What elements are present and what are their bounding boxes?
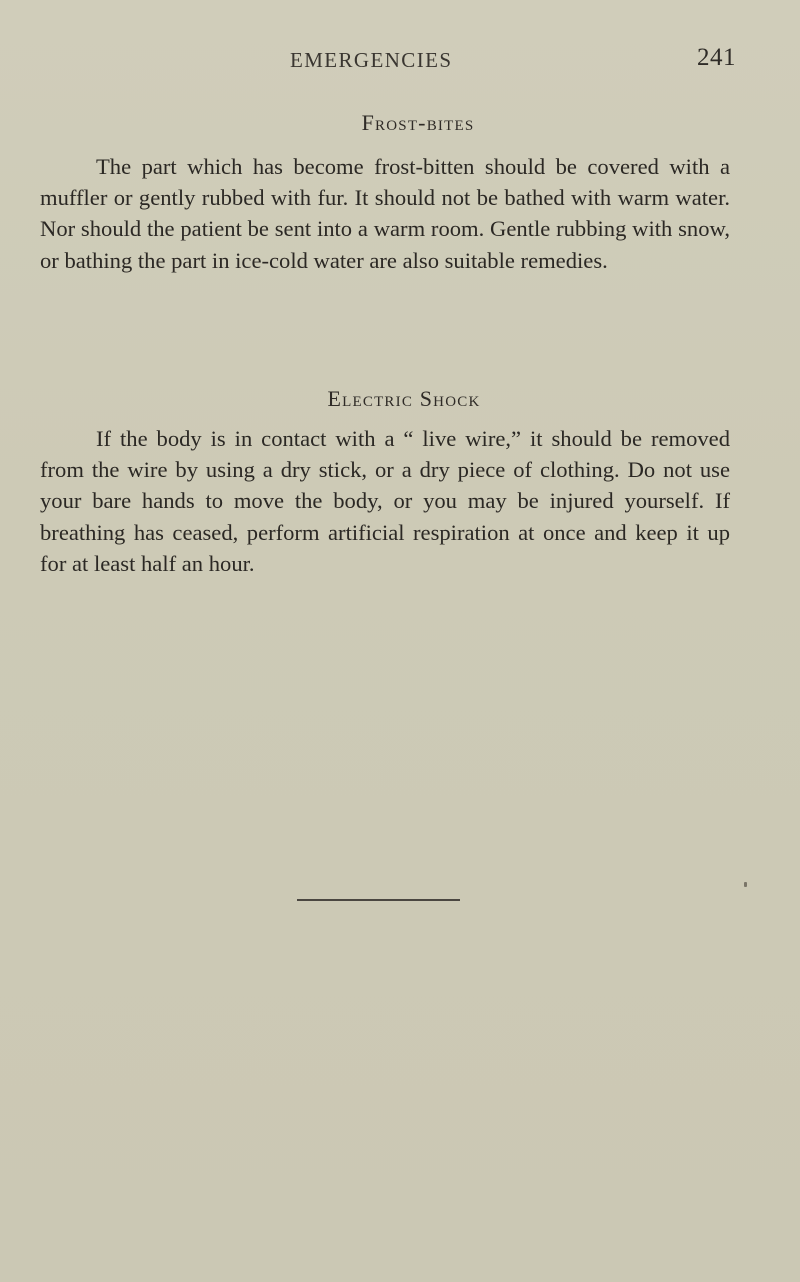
- section-heading-electric-shock: Electric Shock: [327, 386, 481, 411]
- page-number: 241: [697, 44, 736, 71]
- paragraph-electric-shock: If the body is in contact with a “ live wire,” it should be removed from the wire by using a dry stick, or a dry piece of clothing. Do not use your bare hands to move the body, or you may be injured yourself. If breathing has ceased, perform artificial respiration at once and keep it up for at least half an hour.: [40, 426, 730, 576]
- paragraph-frost-bites: The part which has become frost-bitten should be covered with a muffler or gently rubbed with fur. It should not be bathed with warm water. Nor should the patient be sent into a warm room. Gentle rubbing with snow, or bathing the part in ice-cold water are also suitable remedies.: [40, 154, 730, 273]
- paper-speck: [744, 882, 747, 887]
- running-head: [0, 44, 800, 84]
- running-title: EMERGENCIES: [290, 48, 453, 72]
- section-divider-rule: [297, 899, 460, 901]
- section-heading-frost-bites: Frost-bites: [361, 110, 475, 135]
